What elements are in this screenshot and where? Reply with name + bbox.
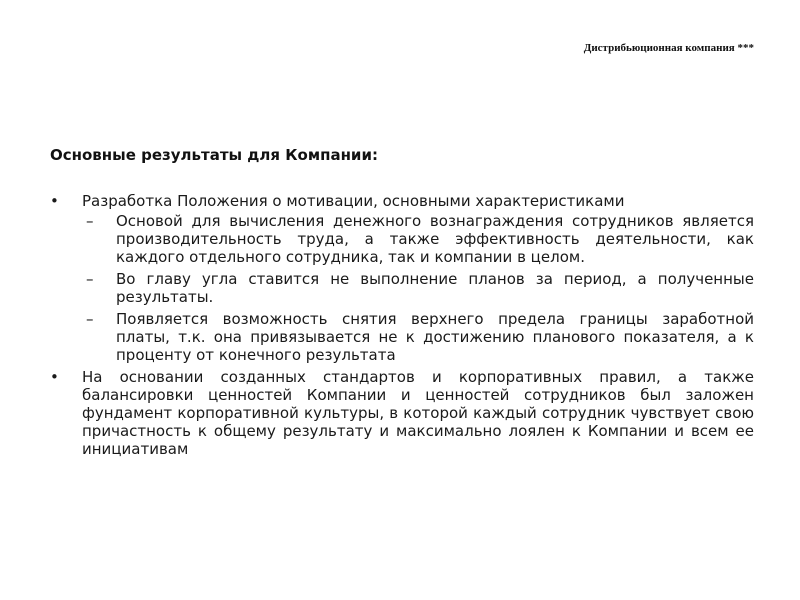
sub-item-text: Появляется возможность снятия верхнего предела границы заработной платы, т.к. она привязывается не к достижению планового показателя, а к проценту от конечного результата — [116, 310, 754, 364]
sub-item — [50, 310, 754, 364]
company-header: Дистрибьюционная компания *** — [583, 42, 754, 54]
sub-item — [50, 212, 754, 266]
sub-item-text: Основой для вычисления денежного вознаграждения сотрудников является производительность труда, а также эффективность деятельности, как каждого отдельного сотрудника, так и компании в целом. — [116, 212, 754, 266]
sub-marker: – — [86, 270, 94, 288]
bullet-text: Разработка Положения о мотивации, основными характеристиками — [82, 192, 625, 210]
bullet-text: На основании созданных стандартов и корпоративных правил, а также балансировки ценностей Компании и ценностей сотрудников был заложен фундамент корпоративной культуры, в которой каждый сотрудник чувствует свою причастность к общему результату и максимально лоялен к Компании и всем ее инициативам — [82, 368, 754, 458]
sub-marker: – — [86, 310, 94, 328]
bullet-list — [50, 192, 754, 462]
slide-heading: Основные результаты для Компании: — [50, 146, 378, 164]
bullet-item — [50, 192, 754, 210]
sub-marker: – — [86, 212, 94, 230]
bullet-marker: • — [50, 368, 59, 386]
bullet-item — [50, 368, 754, 458]
sub-item — [50, 270, 754, 306]
bullet-marker: • — [50, 192, 59, 210]
sub-item-text: Во главу угла ставится не выполнение планов за период, а полученные результаты. — [116, 270, 754, 306]
